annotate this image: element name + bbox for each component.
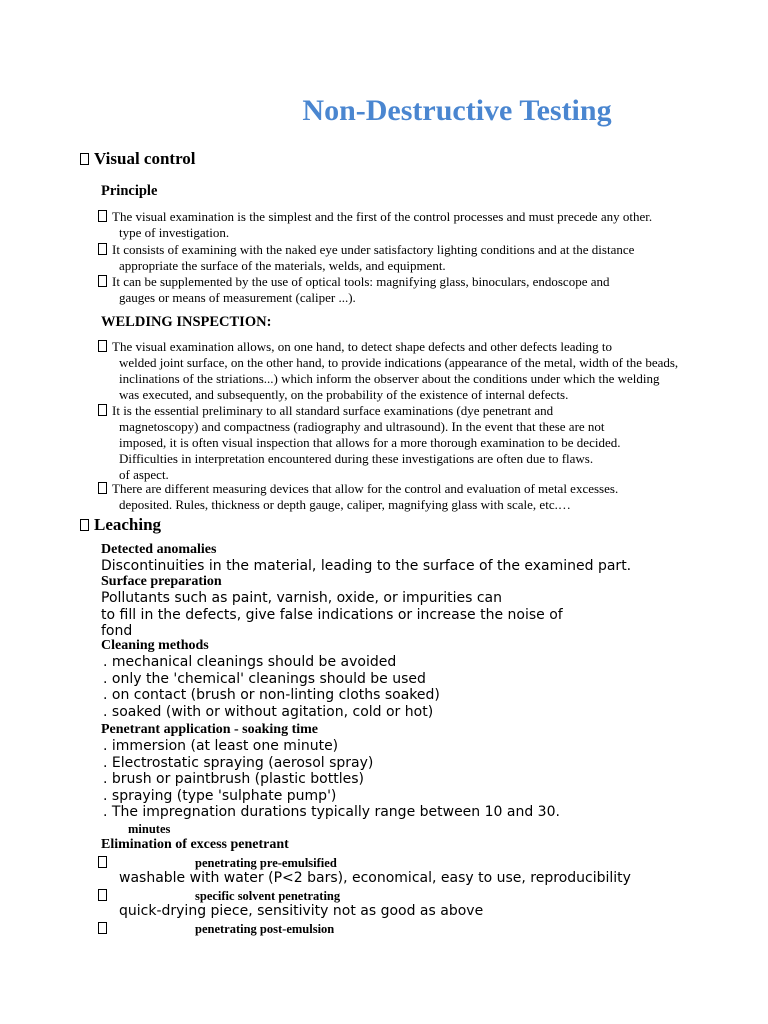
surface-preparation-text: Pollutants such as paint, varnish, oxide, or impurities can to fill in the defects, give false indications or increase the noise of fond [101, 590, 563, 639]
welding-item-3: There are different measuring devices that allow for the control and evaluation of metal excesses. deposited. Rules, thickness or depth gauge, caliper, magnifying glass with scale, etc.… [98, 481, 618, 513]
list-item: . spraying (type 'sulphate pump') [103, 787, 337, 804]
principle-item-3: It can be supplemented by the use of optical tools: magnifying glass, binoculars, endoscope and gauges or means of measurement (caliper ...). [98, 274, 610, 306]
checkbox-glyph-icon [80, 153, 89, 165]
subheading-detected-anomalies: Detected anomalies [101, 542, 217, 557]
subheading-penetrant-application: Penetrant application - soaking time [101, 722, 318, 737]
subheading-principle: Principle [101, 183, 158, 199]
list-item: . brush or paintbrush (plastic bottles) [103, 771, 364, 787]
checkbox-glyph-icon [98, 856, 107, 868]
welding-item-1: The visual examination allows, on one hand, to detect shape defects and other defects leading to welded joint surface, on the other hand, to provide indications (appearance of the metal, width of the beads, inclinations of the striations...) which inform the observer about the conditions under which the welding was executed, and subsequently, on the probability of the existence of internal defects. [98, 339, 678, 403]
elimination-item-2-desc: quick-drying piece, sensitivity not as good as above [119, 903, 484, 919]
checkbox-glyph-icon [98, 922, 107, 934]
checkbox-glyph-icon [98, 243, 107, 255]
checkbox-glyph-icon [98, 340, 107, 352]
penetrant-application-list [103, 738, 560, 821]
checkbox-glyph-icon [98, 889, 107, 901]
principle-item-1: The visual examination is the simplest and the first of the control processes and must precede any other. type of investigation. [98, 209, 652, 241]
detected-anomalies-text: Discontinuities in the material, leading to the surface of the examined part. [101, 558, 632, 574]
checkbox-glyph-icon [80, 519, 89, 531]
list-item: . immersion (at least one minute) [103, 738, 339, 754]
elimination-item-1-desc: washable with water (P<2 bars), economical, easy to use, reproducibility [119, 870, 631, 886]
principle-item-2: It consists of examining with the naked eye under satisfactory lighting conditions and at the distance appropriate the surface of the materials, welds, and equipment. [98, 242, 634, 274]
subheading-welding-inspection: WELDING INSPECTION: [101, 314, 272, 330]
section-heading-leaching: Leaching [80, 515, 161, 535]
section-heading-visual-control: Visual control [80, 149, 196, 169]
checkbox-glyph-icon [98, 482, 107, 494]
checkbox-glyph-icon [98, 404, 107, 416]
subheading-cleaning-methods: Cleaning methods [101, 638, 209, 653]
minutes-label: minutes [128, 822, 171, 836]
elimination-item-3: penetrating post-emulsion [98, 920, 334, 938]
list-item: . soaked (with or without agitation, cold or hot) [103, 703, 434, 720]
list-item: . Electrostatic spraying (aerosol spray) [103, 754, 374, 771]
elimination-item-2: specific solvent penetrating [98, 887, 340, 905]
welding-item-2: It is the essential preliminary to all standard surface examinations (dye penetrant and magnetoscopy) and compactness (radiography and ultrasound). In the event that these are not imposed, it is often visual inspection that allows for a more thorough examination to be decided. Difficulties in interpretation encountered during these investigations are often due to flaws. of aspect. [98, 403, 620, 483]
elimination-item-1: penetrating pre-emulsified [98, 854, 337, 872]
checkbox-glyph-icon [98, 210, 107, 222]
page-title: Non-Destructive Testing [302, 94, 612, 127]
list-item: . only the 'chemical' cleanings should be used [103, 670, 426, 687]
list-item: . on contact (brush or non-linting cloths soaked) [103, 687, 440, 703]
subheading-surface-preparation: Surface preparation [101, 574, 222, 589]
subheading-elimination-excess: Elimination of excess penetrant [101, 837, 289, 852]
cleaning-methods-list [103, 654, 440, 720]
checkbox-glyph-icon [98, 275, 107, 287]
list-item: . mechanical cleanings should be avoided [103, 654, 397, 670]
list-item: . The impregnation durations typically range between 10 and 30. [103, 804, 560, 820]
